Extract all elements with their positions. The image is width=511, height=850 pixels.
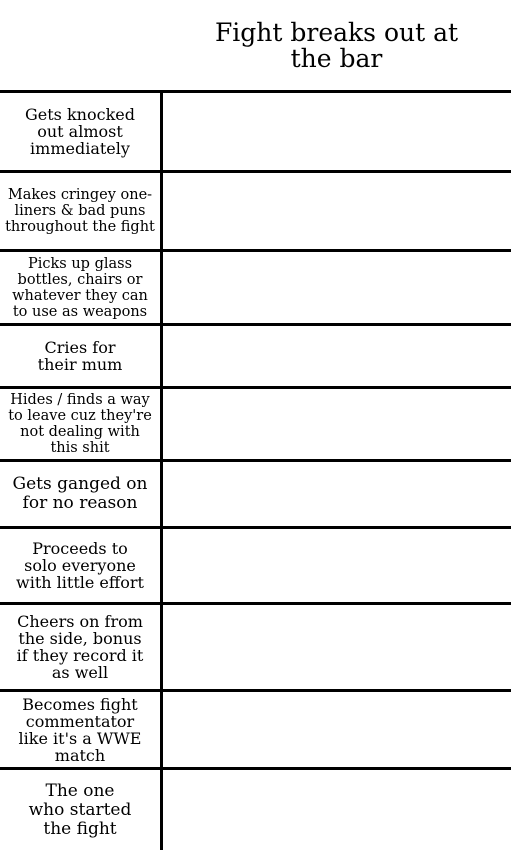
row-label-line: Picks up glass bbox=[27, 255, 133, 272]
row-label-line: who started bbox=[28, 799, 132, 820]
column-divider bbox=[160, 92, 163, 850]
row-label-line: Gets knocked bbox=[25, 105, 135, 124]
row-label bbox=[0, 605, 160, 689]
row-label-line: Gets ganged on bbox=[12, 474, 148, 494]
row-label bbox=[0, 692, 160, 767]
row-label-line: to leave cuz they're bbox=[8, 408, 152, 424]
row-label-line: the side, bonus bbox=[18, 629, 142, 648]
row-label bbox=[0, 462, 160, 526]
row-label-line: Becomes fight bbox=[22, 694, 138, 714]
row-label-line: Cheers on from bbox=[17, 612, 143, 631]
row-label-line: throughout the fight bbox=[5, 219, 155, 235]
row-label bbox=[0, 326, 160, 386]
row-label-line: their mum bbox=[37, 355, 123, 374]
row-label-line: for no reason bbox=[22, 493, 138, 513]
column-title bbox=[162, 20, 511, 72]
row-label-line: this shit bbox=[50, 440, 110, 456]
row-label bbox=[0, 173, 160, 249]
row-label-line: not dealing with bbox=[20, 424, 140, 440]
row-label-line: whatever they can bbox=[12, 287, 148, 304]
row-label-line: solo everyone bbox=[24, 556, 136, 575]
row-label bbox=[0, 252, 160, 323]
row-label bbox=[0, 529, 160, 602]
row-label-line: if they record it bbox=[16, 646, 144, 665]
row-label-line: commentator bbox=[25, 711, 135, 731]
row-label-line: the fight bbox=[43, 818, 117, 839]
row-label bbox=[0, 389, 160, 459]
row-label-line: Proceeds to bbox=[32, 539, 128, 558]
row-label-line: bottles, chairs or bbox=[17, 271, 143, 288]
row-label-line: with little effort bbox=[16, 573, 144, 592]
row-label-line: like it's a WWE bbox=[18, 728, 142, 748]
title-line: the bar bbox=[290, 44, 383, 73]
row-label-line: match bbox=[54, 745, 106, 765]
row-label-line: Cries for bbox=[44, 338, 116, 357]
row-label-line: The one bbox=[45, 780, 115, 801]
row-label-line: out almost bbox=[37, 122, 123, 141]
row-label-line: liners & bad puns bbox=[14, 203, 146, 219]
row-label bbox=[0, 770, 160, 850]
row-label-line: as well bbox=[51, 663, 109, 682]
row-label bbox=[0, 93, 160, 170]
row-label-line: Makes cringey one- bbox=[7, 187, 153, 203]
row-label-line: to use as weapons bbox=[12, 303, 148, 320]
row-label-line: Hides / finds a way bbox=[10, 392, 150, 408]
title-line: Fight breaks out at bbox=[214, 18, 459, 47]
row-label-line: immediately bbox=[30, 139, 130, 158]
